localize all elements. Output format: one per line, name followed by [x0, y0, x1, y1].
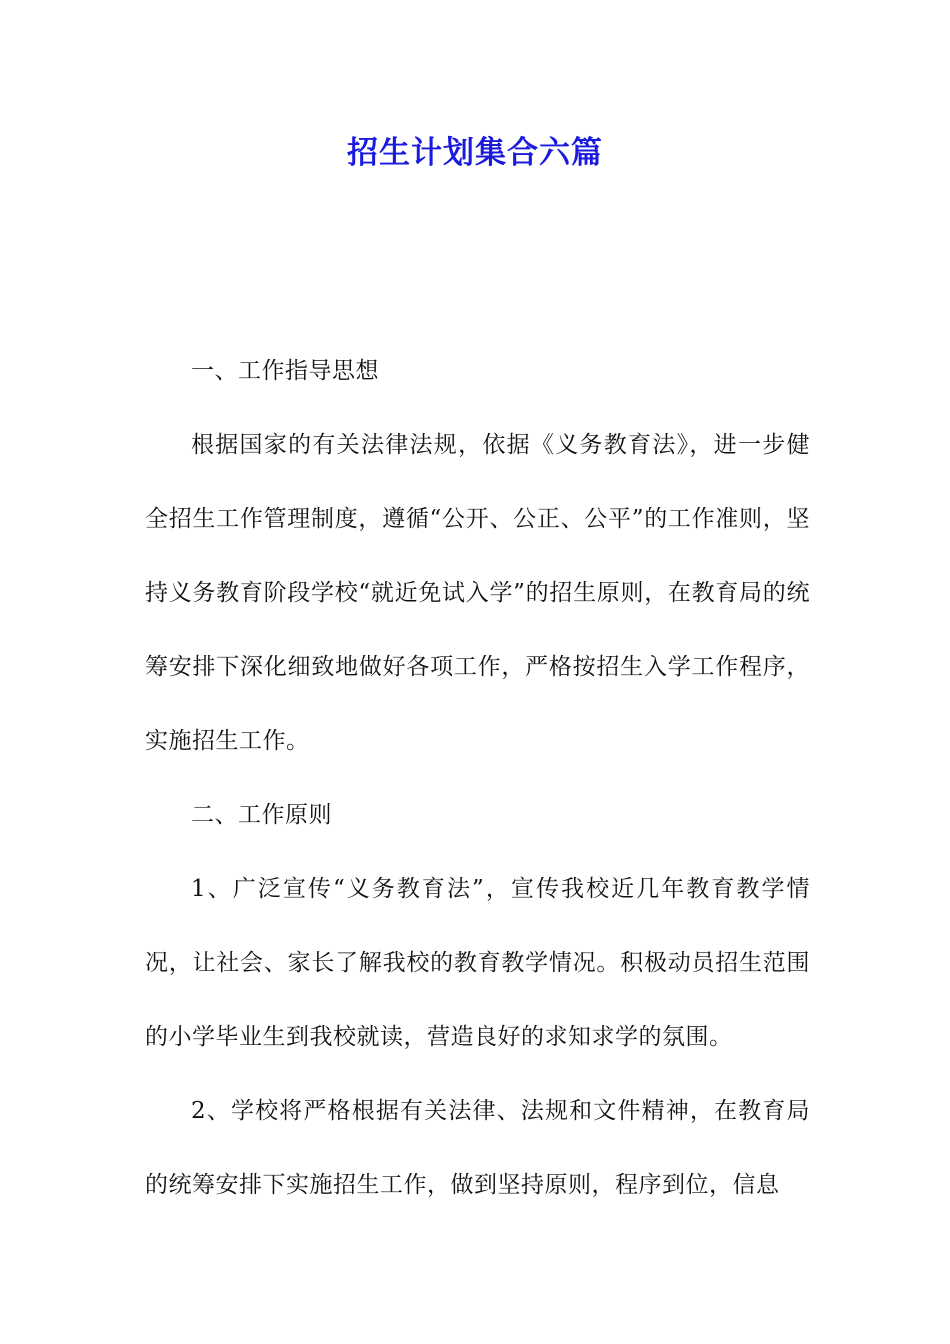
section-heading-work-principles: 二、工作原则: [191, 802, 332, 828]
section-heading-guiding-ideology: 一、工作指导思想: [191, 358, 379, 384]
paragraph-guiding-ideology: 根据国家的有关法律法规，依据《义务教育法》，进一步健全招生工作管理制度，遵循“公开、公正、公平”的工作准则，坚持义务教育阶段学校“就近免试入学”的招生原则，在教育局的统筹安排下深化细致地做好各项工作，严格按招生入学工作程序，实施招生工作。: [145, 432, 810, 754]
paragraph-principle-1: 1、广泛宣传“义务教育法”，宣传我校近几年教育教学情况，让社会、家长了解我校的教育教学情况。积极动员招生范围的小学毕业生到我校就读，营造良好的求知求学的氛围。: [145, 876, 810, 1050]
document-title: 招生计划集合六篇: [347, 135, 603, 171]
document-body: [145, 334, 810, 1222]
paragraph-principle-2: 2、学校将严格根据有关法律、法规和文件精神，在教育局的统筹安排下实施招生工作，做到坚持原则，程序到位，信息: [145, 1098, 810, 1198]
